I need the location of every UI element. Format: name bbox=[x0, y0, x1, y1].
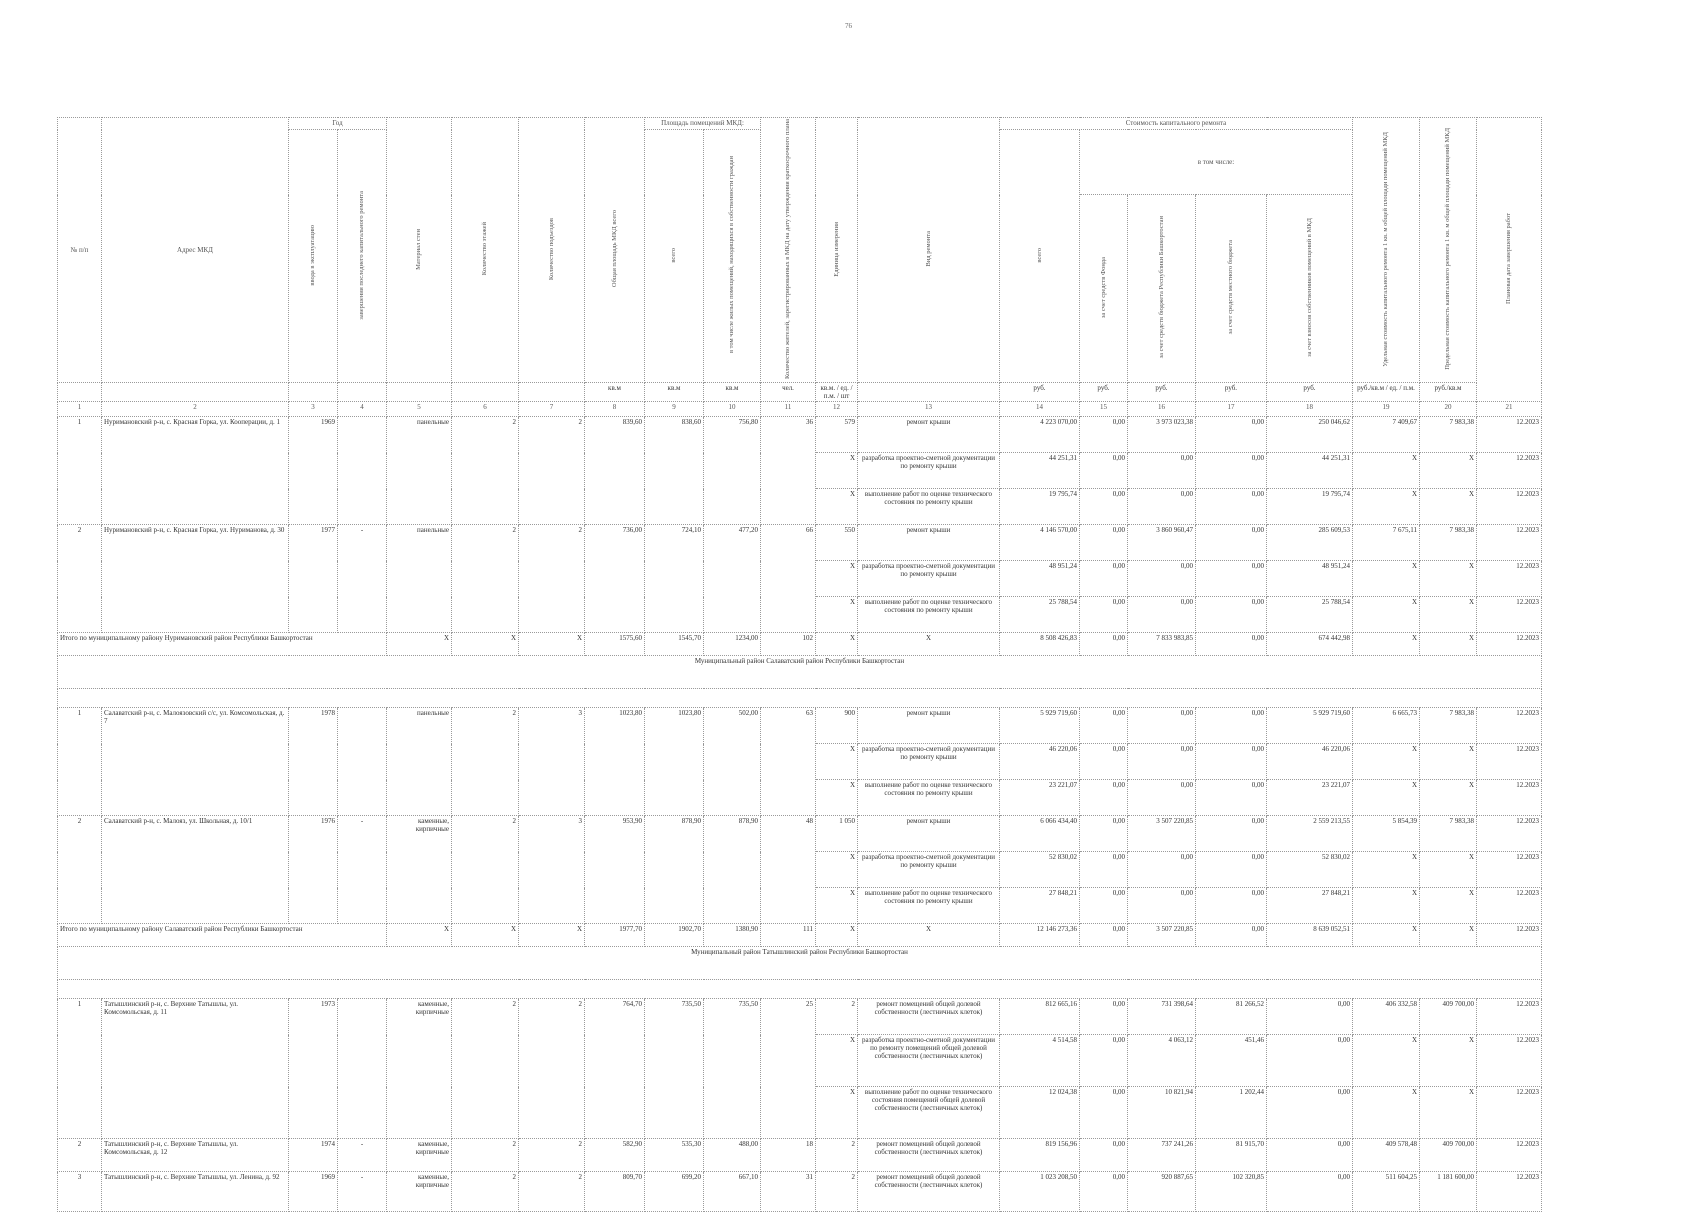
unit-cost-fund: руб. bbox=[1080, 383, 1128, 402]
header-year-commission: ввода в эксплуатацию bbox=[289, 130, 338, 383]
table-row: 1 Салаватский р-н, с. Малоязовский с/с, ул. Комсомольская, д. 7 1978 панельные 2 3 1023,80 1023,80 502,00 63 900 ремонт крыши 5 929 719,60 0,00 0,00 0,00 5 929 719,60 6 665,73 7 983,38 12.2023 bbox=[58, 708, 1542, 744]
header-floors: Количество этажей bbox=[452, 118, 519, 383]
table-row: X разработка проектно-сметной документации по ремонту крыши 46 220,06 0,00 0,00 0,00 46 220,06 X X 12.2023 bbox=[58, 744, 1542, 780]
table-row: X разработка проектно-сметной документации по ремонту крыши 52 830,02 0,00 0,00 0,00 52 830,02 X X 12.2023 bbox=[58, 852, 1542, 888]
table-row: X разработка проектно-сметной документации по ремонту крыши 48 951,24 0,00 0,00 0,00 48 951,24 X X 12.2023 bbox=[58, 561, 1542, 597]
page-number: 76 bbox=[845, 22, 852, 30]
unit-cost-local: руб. bbox=[1196, 383, 1267, 402]
header-end-date: Плановая дата завершения работ bbox=[1477, 118, 1542, 402]
header-cost-republic: за счет средств бюджета Республики Башкортостан bbox=[1128, 195, 1196, 383]
table-row: 3 Татышлинский р-н, с. Верхние Татышлы, ул. Ленина, д. 92 1969 - каменные, кирпичные 2 2 809,70 699,20 667,10 31 2 ремонт помещений общей долевой собственности (лестничных клеток) 1 023 208,50 0,00 920 887,65 102 320,85 0,00 511 604,25 1 181 600,00 12.2023 bbox=[58, 1172, 1542, 1212]
header-cost-incl: в том числе: bbox=[1080, 130, 1353, 195]
header-address: Адрес МКД bbox=[102, 118, 289, 383]
column-numbers-row: 1 2 3 4 5 6 7 8 9 10 11 12 13 14 15 16 17 18 19 20 21 bbox=[58, 402, 1542, 417]
unit-measure: кв.м. / ед. / п.м. / шт bbox=[816, 383, 858, 402]
header-total-area: Общая площадь МКД всего bbox=[585, 118, 645, 383]
header-premises-total: всего bbox=[645, 130, 704, 383]
table-row: X выполнение работ по оценке технического состояния помещений общей долевой собственности (лестничных клеток) 12 024,38 0,00 10 821,94 1 202,44 0,00 X X 12.2023 bbox=[58, 1087, 1542, 1139]
table-row: 1 Татышлинский р-н, с. Верхние Татышлы, ул. Комсомольская, д. 11 1973 каменные, кирпичные 2 2 764,70 735,50 735,50 25 2 ремонт помещений общей долевой собственности (лестничных клеток) 812 665,16 0,00 731 398,64 81 266,52 0,00 406 332,58 409 700,00 12.2023 bbox=[58, 999, 1542, 1035]
table-row: X разработка проектно-сметной документации по ремонту крыши 44 251,31 0,00 0,00 0,00 44 251,31 X X 12.2023 bbox=[58, 453, 1542, 489]
table-row: X выполнение работ по оценке технического состояния по ремонту крыши 25 788,54 0,00 0,00 0,00 25 788,54 X X 12.2023 bbox=[58, 597, 1542, 633]
subtotal-row: Итого по муниципальному району Салаватский район Республики Башкортостан X X X 1977,70 1902,70 1380,90 111 X X 12 146 273,36 0,00 3 507 220,85 0,00 8 639 052,51 X X 12.2023 bbox=[58, 924, 1542, 947]
header-premises-residential: в том числе жилых помещений, находящихся в собственности граждан bbox=[704, 130, 761, 383]
header-wall-material: Материал стен bbox=[387, 118, 452, 383]
header-cost-total: всего bbox=[1000, 130, 1080, 383]
header-premises-area: Площадь помещений МКД: bbox=[645, 118, 761, 130]
unit-cost-owners: руб. bbox=[1267, 383, 1353, 402]
unit-unit-cost: руб./кв.м / ед. / п.м. bbox=[1353, 383, 1420, 402]
header-unit-measure: Единица измерения bbox=[816, 118, 858, 383]
header-residents: Количество жителей, зарегистрированных в МКД на дату утверждения краткосрочного плана bbox=[761, 118, 816, 383]
unit-premises-residential: кв.м bbox=[704, 383, 761, 402]
table-row: X выполнение работ по оценке технического состояния по ремонту крыши 19 795,74 0,00 0,00 0,00 19 795,74 X X 12.2023 bbox=[58, 489, 1542, 525]
unit-max-cost: руб./кв.м bbox=[1420, 383, 1477, 402]
header-cost-owners: за счет взносов собственников помещений в МКД bbox=[1267, 195, 1353, 383]
table-row: 2 Нуримановский р-н, с. Красная Горка, ул. Нуриманова, д. 30 1977 - панельные 2 2 736,00 724,10 477,20 66 550 ремонт крыши 4 146 570,00 0,00 3 860 960,47 0,00 285 609,53 7 675,11 7 983,38 12.2023 bbox=[58, 525, 1542, 561]
unit-cost-total: руб. bbox=[1000, 383, 1080, 402]
header-year-last-repair: завершения последнего капитального ремонта bbox=[338, 130, 387, 383]
header-repair-type: Вид ремонта bbox=[858, 118, 1000, 383]
table-row: X выполнение работ по оценке технического состояния по ремонту крыши 23 221,07 0,00 0,00 0,00 23 221,07 X X 12.2023 bbox=[58, 780, 1542, 816]
section-header: Муниципальный район Салаватский район Республики Башкортостан bbox=[58, 656, 1542, 689]
subtotal-row: Итого по муниципальному району Нуримановский район Республики Башкортостан X X X 1575,60 1545,70 1234,00 102 X X 8 508 426,83 0,00 7 833 983,85 0,00 674 442,98 X X 12.2023 bbox=[58, 633, 1542, 656]
unit-cost-republic: руб. bbox=[1128, 383, 1196, 402]
header-entrances: Количество подъездов bbox=[519, 118, 585, 383]
header-year: Год bbox=[289, 118, 387, 130]
header-unit-cost: Удельная стоимость капитального ремонта 1 кв. м общей площади помещений МКД bbox=[1353, 118, 1420, 383]
header-cost-local: за счет средств местного бюджета bbox=[1196, 195, 1267, 383]
table-row: X разработка проектно-сметной документации по ремонту помещений общей долевой собственности (лестничных клеток) 4 514,58 0,00 4 063,12 451,46 0,00 X X 12.2023 bbox=[58, 1035, 1542, 1087]
header-max-cost: Предельная стоимость капитального ремонта 1 кв. м общей площади помещений МКД bbox=[1420, 118, 1477, 383]
table-row: 1 Нуримановский р-н, с. Красная Горка, ул. Кооперации, д. 1 1969 панельные 2 2 839,60 838,60 756,80 36 579 ремонт крыши 4 223 070,00 0,00 3 973 023,38 0,00 250 046,62 7 409,67 7 983,38 12.2023 bbox=[58, 417, 1542, 453]
header-n: № п/п bbox=[58, 118, 102, 383]
header-cost-fund: за счет средств Фонда bbox=[1080, 195, 1128, 383]
unit-residents: чел. bbox=[761, 383, 816, 402]
section-header: Муниципальный район Татышлинский район Республики Башкортостан bbox=[58, 947, 1542, 980]
header-cost: Стоимость капитального ремонта bbox=[1000, 118, 1353, 130]
repair-plan-table bbox=[57, 117, 1542, 1212]
table-row: 2 Татышлинский р-н, с. Верхние Татышлы, ул. Комсомольская, д. 12 1974 - каменные, кирпичные 2 2 582,90 535,30 488,00 18 2 ремонт помещений общей долевой собственности (лестничных клеток) 819 156,96 0,00 737 241,26 81 915,70 0,00 409 578,48 409 700,00 12.2023 bbox=[58, 1139, 1542, 1172]
unit-total-area: кв.м bbox=[585, 383, 645, 402]
table-row: 2 Салаватский р-н, с. Малояз, ул. Школьная, д. 10/1 1976 - каменные, кирпичные 2 3 953,90 878,90 878,90 48 1 050 ремонт крыши 6 066 434,40 0,00 3 507 220,85 0,00 2 559 213,55 5 854,39 7 983,38 12.2023 bbox=[58, 816, 1542, 852]
table-row: X выполнение работ по оценке технического состояния по ремонту крыши 27 848,21 0,00 0,00 0,00 27 848,21 X X 12.2023 bbox=[58, 888, 1542, 924]
unit-premises-total: кв.м bbox=[645, 383, 704, 402]
